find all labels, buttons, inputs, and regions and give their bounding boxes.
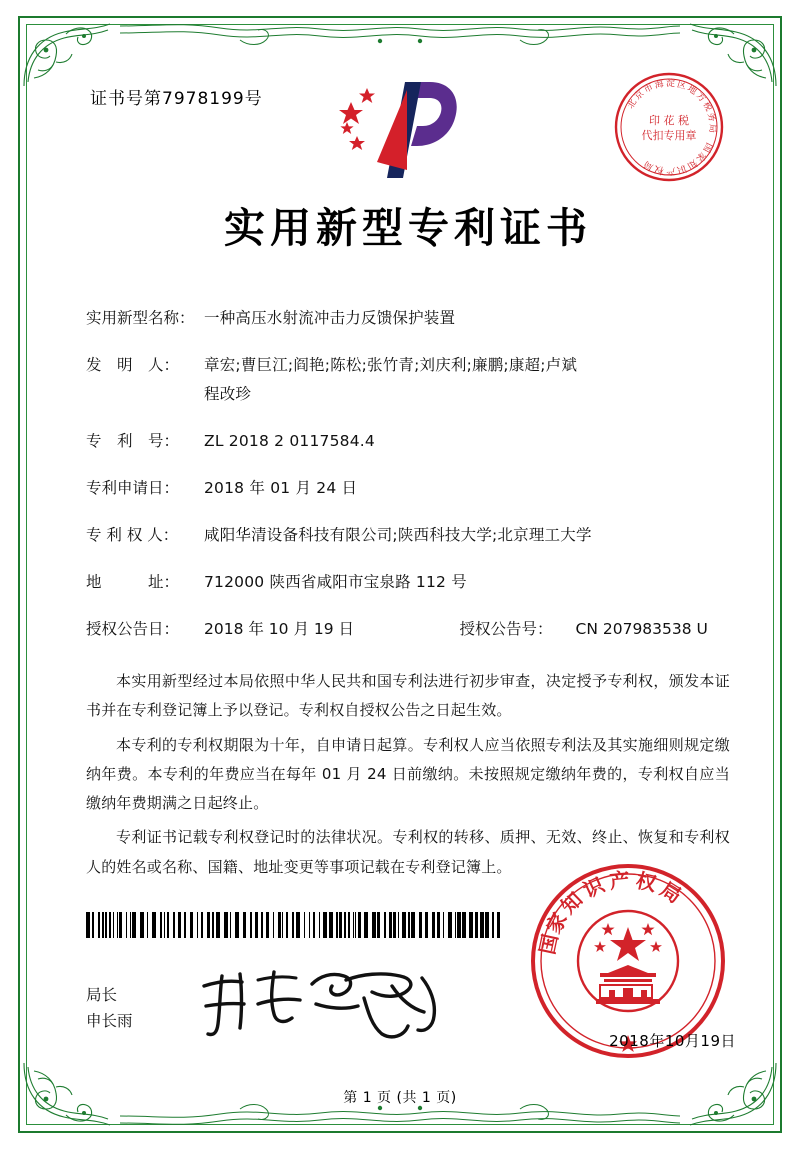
field-grant-date [86,617,460,641]
field-value: CN 207983538 U [575,620,708,639]
field-label: 专 利 号： [86,432,180,451]
paragraph-2: 本专利的专利权期限为十年，自申请日起算。专利权人应当依照专利法及其实施细则规定缴纳年费。本专利的年费应当在每年 01 月 24 日前缴纳。未按照规定缴纳年费的，专利权自应当缴纳年费期满之日起终止。 [86,735,730,813]
field-label: 地 址： [86,573,180,592]
field-value-line-1: 章宏;曹巨江;阎艳;陈松;张竹青;刘庆利;廉鹏;康超;卢斌 [204,356,578,375]
field-label: 授权公告日： [86,620,180,639]
svg-text:局: 局 [706,123,718,134]
field-application-date [86,476,730,500]
director-name: 申长雨 [86,1012,133,1031]
field-grant-number [460,617,730,641]
field-value: 2018 年 10 月 19 日 [204,620,355,639]
legal-text [86,667,730,882]
certificate-number: 证书号第7978199号 [90,89,263,109]
tax-stamp-seal-icon [610,68,728,186]
svg-text:北: 北 [625,97,640,111]
svg-text:京: 京 [632,88,647,103]
field-label: 实用新型名称： [86,309,195,327]
svg-text:海: 海 [653,79,665,91]
svg-text:权: 权 [653,162,666,176]
svg-text:家: 家 [693,149,709,164]
svg-text:代扣专用章: 代扣专用章 [641,129,697,142]
svg-text:家: 家 [541,908,572,938]
svg-text:产: 产 [608,867,631,894]
svg-text:方: 方 [693,90,708,105]
field-value: 咸阳华清设备科技有限公司;陕西科技大学;北京理工大学 [204,526,592,545]
field-label: 专 利 权 人： [86,526,179,545]
field-patent-number [86,429,730,453]
svg-text:市: 市 [642,82,656,96]
svg-text:识: 识 [579,872,608,903]
svg-text:务: 务 [705,111,717,123]
field-value-line-2: 程改珍 [204,385,252,404]
fields-list [86,306,730,641]
svg-text:知: 知 [556,887,588,919]
handwritten-signature-icon [196,964,456,1044]
director-label: 局长 [86,985,118,1004]
svg-text:国: 国 [534,931,563,957]
signature-labels [86,982,133,1035]
field-value [204,353,730,406]
svg-text:产: 产 [665,164,676,177]
field-patentee [86,523,730,547]
svg-text:识: 识 [675,161,688,176]
field-grant-row [86,617,730,641]
paragraph-3: 专利证书记载专利权登记时的法律状况。专利权的转移、质押、无效、终止、恢复和专利权人的姓名或名称、国籍、地址变更等事项记载在专利登记簿上。 [86,828,730,876]
svg-text:淀: 淀 [665,78,676,90]
svg-text:税: 税 [700,100,714,114]
field-value: 一种高压水射流冲击力反馈保护装置 [204,309,456,327]
paragraph-1: 本实用新型经过本局依照中华人民共和国专利法进行初步审查，决定授予专利权，颁发本证书并在专利登记簿上予以登记。专利权自授权公告之日起生效。 [86,672,730,720]
field-inventors [86,353,730,406]
field-utility-model-name [86,306,730,330]
page-title: 实用新型专利证书 [224,204,592,252]
svg-text:区: 区 [675,79,688,92]
field-value: 712000 陕西省咸阳市宝泉路 112 号 [204,573,467,592]
svg-text:地: 地 [685,83,699,98]
barcode [86,912,506,938]
svg-text:局: 局 [656,876,686,908]
field-label: 授权公告号： [459,620,553,639]
field-value: ZL 2018 2 0117584.4 [204,432,375,451]
svg-text:局: 局 [641,158,656,173]
patent-office-logo-icon [333,74,483,192]
field-address [86,570,730,594]
svg-text:权: 权 [633,868,659,897]
footer-page-info: 第 1 页 (共 1 页) [343,1090,457,1106]
seal-date: 2018年10月19日 [609,1032,736,1050]
field-label: 专利申请日： [86,479,180,498]
svg-text:国: 国 [700,140,715,155]
svg-text:知: 知 [685,156,700,172]
border-ornament-top-edge [120,20,680,54]
field-value: 2018 年 01 月 24 日 [204,479,358,498]
field-label: 发 明 人： [86,356,180,375]
svg-text:印 花 税: 印 花 税 [649,114,689,127]
